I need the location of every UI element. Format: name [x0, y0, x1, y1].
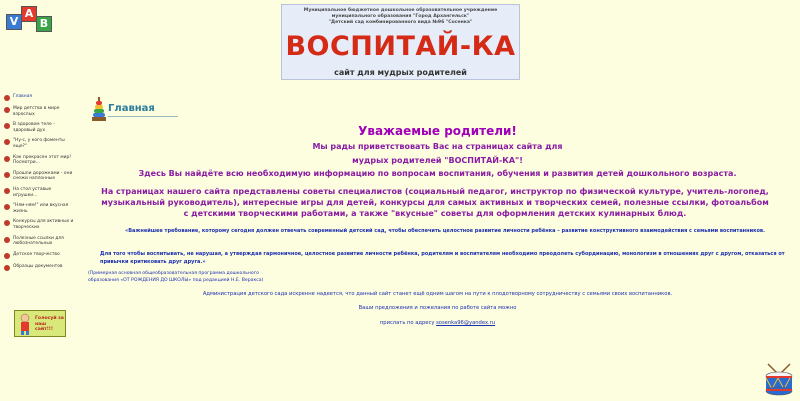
bullet-icon: [4, 107, 10, 113]
email-link[interactable]: sosenka96@yandex.ru: [436, 320, 496, 326]
ring-pyramid-icon: [92, 97, 106, 121]
org-line: "Детский сад комбинированного вида №96 "Сосенка": [328, 20, 473, 25]
section-title: Главная: [108, 103, 155, 114]
organization-name: [282, 8, 519, 26]
sidebar-item-childhood[interactable]: [0, 104, 75, 117]
sidebar-item-label: Полезные ссылки для любознательных: [13, 235, 64, 247]
site-title: ВОСПИТАЙ-КА: [285, 31, 516, 62]
bullet-icon: [4, 156, 10, 162]
sidebar-item-label: "Ну-с, у кого фоменты еще?": [13, 138, 65, 149]
abc-blocks-logo: [6, 4, 58, 38]
child-icon: [18, 313, 32, 335]
program-citation-line: образования «ОТ РОЖДЕНИЯ ДО ШКОЛЫ» под редакцией Н.Е. Веракса): [88, 277, 264, 283]
logo-block-a: A: [21, 6, 37, 22]
vote-badge-label: Голосуй за наш сайт!!!: [35, 316, 64, 333]
bullet-icon: [4, 204, 10, 210]
program-citation: [88, 271, 328, 284]
intro-paragraph: На страницах нашего сайта представлены советы специалистов (социальный педагог, инструктор по физической культуре, учитель-логопед, музыкальный руководитель), интересные игры для детей, конкурсы для самых активных и творческих семей, полезные ссылки, фотоальбом с детскими творческими работами, а также "вкусные" советы для оформления детских кулинарных блюд.: [101, 187, 769, 218]
sidebar-item-label: Образцы документов: [13, 263, 63, 269]
bullet-icon: [4, 265, 10, 271]
org-line: Муниципальное бюджетное дошкольное образовательное учреждение: [303, 8, 498, 13]
org-line: муниципального образования "Город Архангельск": [331, 14, 470, 19]
welcome-line-3: Здесь Вы найдёте всю необходимую информацию по вопросам воспитания, обучения и развития детей дошкольного возраста.: [138, 169, 737, 178]
sidebar-item-world[interactable]: [0, 153, 75, 166]
sidebar-item-label: "Ням-ням!" или вкусная жизнь: [13, 203, 69, 214]
administration-note: Администрация детского сада искренне надеется, что данный сайт станет ещё одним шагом на пути к плодотворному сотрудничеству с семьями своих воспитанников.: [202, 291, 673, 297]
drum-icon: [764, 362, 794, 396]
bullet-icon: [4, 253, 10, 259]
section-divider: [108, 116, 178, 117]
sidebar-nav: [0, 92, 75, 271]
wishes-note: Ваши предложения и пожелания по работе сайта можно: [358, 305, 517, 311]
sidebar-item-label: Прошли дорожками - они снежи наплонные: [13, 170, 73, 182]
sidebar-item-contests[interactable]: [0, 217, 75, 230]
greeting-heading: Уважаемые родители!: [358, 124, 517, 138]
sidebar-item-label: На стол уставые игрушки...: [13, 186, 52, 198]
sidebar-item-games[interactable]: [0, 136, 75, 149]
sidebar-item-documents[interactable]: [0, 262, 75, 271]
quote-paragraph-2: Для того чтобы воспитывать, не нарушая, а утверждая гармоничное, целостное развитие личности ребёнка, родителям и воспитателям необходимо преодолеть субординацию, монологизм в отношениях друг с другом, отказаться от привычки критиковать друг друга.»: [100, 251, 785, 265]
bullet-icon: [4, 220, 10, 226]
welcome-line-1: Мы рады приветствовать Вас на страницах сайта для: [312, 142, 563, 151]
sidebar-item-links[interactable]: [0, 234, 75, 247]
sidebar-item-label: Главная: [13, 94, 32, 99]
bullet-icon: [4, 172, 10, 178]
contact-prefix: прислать по адресу: [379, 320, 435, 326]
sidebar-item-label: Конкурсы для активных и творческих: [13, 219, 74, 230]
vote-badge[interactable]: [14, 310, 66, 337]
logo-block-v: V: [6, 14, 22, 30]
bullet-icon: [4, 123, 10, 129]
bullet-icon: [4, 237, 10, 243]
sidebar-item-health[interactable]: [0, 120, 75, 133]
contact-line: [80, 320, 795, 326]
sidebar-item-home[interactable]: [0, 92, 75, 101]
site-subtitle: сайт для мудрых родителей: [334, 68, 467, 77]
bullet-icon: [4, 139, 10, 145]
sidebar-item-label: В здоровом теле - здоровый дух: [13, 122, 55, 133]
sidebar-item-food[interactable]: [0, 201, 75, 214]
logo-block-b: B: [36, 16, 52, 32]
sidebar-item-label: Как прекрасен этот мир! Посмотри...: [13, 154, 72, 166]
quote-paragraph-1: «Важнейшее требование, которому сегодня должен отвечать современный детский сад, чтобы обеспечить целостное развитие личности ребёнка – развитие конструктивного взаимодействия с семьями воспитанников.: [124, 228, 765, 234]
program-citation-line: (Примерная основная общеобразовательная программа дошкольного: [88, 271, 259, 276]
bullet-icon: [4, 188, 10, 194]
sidebar-item-art[interactable]: [0, 250, 75, 259]
welcome-line-2: мудрых родителей "ВОСПИТАЙ-КА"!: [352, 156, 523, 165]
bullet-icon: [4, 95, 10, 101]
sidebar-item-label: Мир детства в мире взрослых: [13, 106, 60, 117]
sidebar-item-toys[interactable]: [0, 185, 75, 198]
sidebar-item-label: Детское творчество: [13, 251, 60, 257]
sidebar-item-paths[interactable]: [0, 169, 75, 182]
site-banner: [281, 4, 520, 80]
